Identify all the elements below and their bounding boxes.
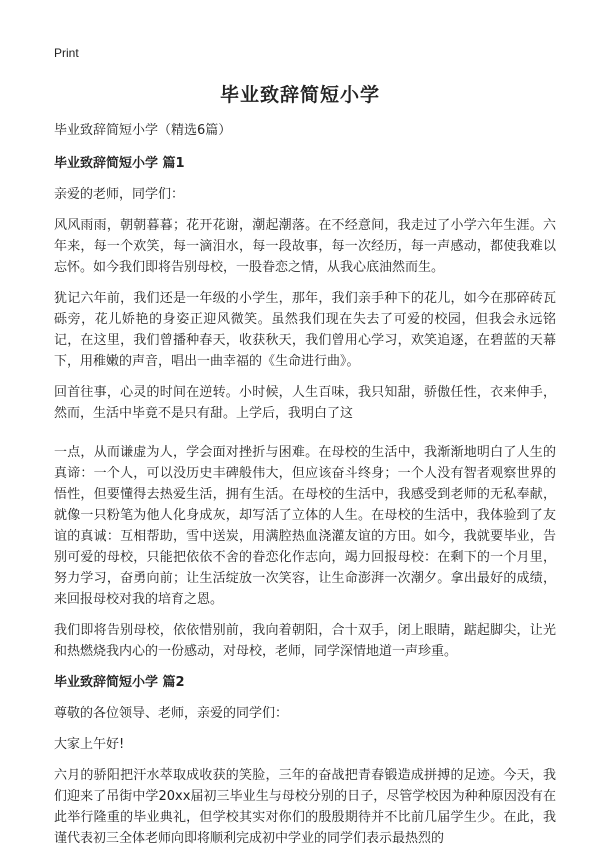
section-heading: 毕业致辞简短小学 篇2 bbox=[54, 675, 185, 690]
section-heading: 毕业致辞简短小学 篇1 bbox=[54, 156, 185, 171]
paragraph: 六月的骄阳把汗水萃取成收获的笑脸，三年的奋战把青春锻造成拼搏的足迹。今天，我们迎来了吊街中学20xx届初三毕业生与母校分别的日子，尽管学校因为种种原因没有在此举行隆重的毕业典礼，但学校其实对你们的殷殷期待并不比前几届学生少。在此，我谨代表初三全体老师向即将顺利完成初中学业的同学们表示最热烈的 bbox=[54, 768, 556, 846]
page-title: 毕业致辞简短小学 bbox=[219, 84, 380, 106]
paragraph: 犹记六年前，我们还是一年级的小学生，那年，我们亲手种下的花儿，如今在那碎砖瓦砾旁，花儿娇艳的身姿正迎风微笑。虽然我们现在失去了可爱的校园，但我会永远铭记，在这里，我们曾播种春天，收获秋天，我们曾用心学习，欢笑追逐，在碧蓝的天幕下，用稚嫩的声音，唱出一曲幸福的《生命进行曲》。 bbox=[54, 291, 556, 369]
document-body bbox=[54, 120, 556, 859]
paragraph: 大家上午好! bbox=[54, 737, 125, 752]
paragraph: 我们即将告别母校，依依惜别前，我向着朝阳，合十双手，闭上眼睛，踮起脚尖，让光和热燃烧我内心的一份感动，对母校，老师，同学深情地道一声珍重。 bbox=[54, 623, 556, 659]
paragraph: 一点，从而谦虚为人，学会面对挫折与困难。在母校的生活中，我渐渐地明白了人生的真谛：一个人，可以没历史丰碑般伟大，但应该奋斗终身；一个人没有智者观察世界的悟性，但要懂得去热爱生活，拥有生活。在母校的生活中，我感受到老师的无私奉献，就像一只粉笔为他人化身成灰，却写活了立体的人生。在母校的生活中，我体验到了友谊的真诚：互相帮助，雪中送炭，用满腔热血浇灌友谊的方田。如今，我就要毕业，告别可爱的母校，只能把依依不舍的眷恋化作志向，竭力回报母校：在剩下的一个月里，努力学习，奋勇向前；让生活绽放一次笑容，让生命澎湃一次潮夕。拿出最好的成绩，来回报母校对我的培育之恩。 bbox=[54, 445, 556, 607]
print-link[interactable]: Print bbox=[54, 46, 79, 60]
paragraph: 亲爱的老师，同学们： bbox=[54, 187, 185, 202]
paragraph: 回首往事，心灵的时间在逆转。小时候，人生百味，我只知甜，骄傲任性，衣来伸手，然而，生活中毕竟不是只有甜。上学后，我明白了这 bbox=[54, 385, 556, 421]
document-subtitle: 毕业致辞简短小学（精选6篇） bbox=[54, 123, 232, 138]
paragraph: 尊敬的各位领导、老师，亲爱的同学们： bbox=[54, 706, 289, 721]
paragraph: 风风雨雨，朝朝暮暮；花开花谢，潮起潮落。在不经意间，我走过了小学六年生涯。六年来，每一个欢笑，每一滴泪水，每一段故事，每一次经历，每一声感动，都使我难以忘怀。如今我们即将告别母校，一股眷恋之情，从我心底油然而生。 bbox=[54, 218, 556, 275]
